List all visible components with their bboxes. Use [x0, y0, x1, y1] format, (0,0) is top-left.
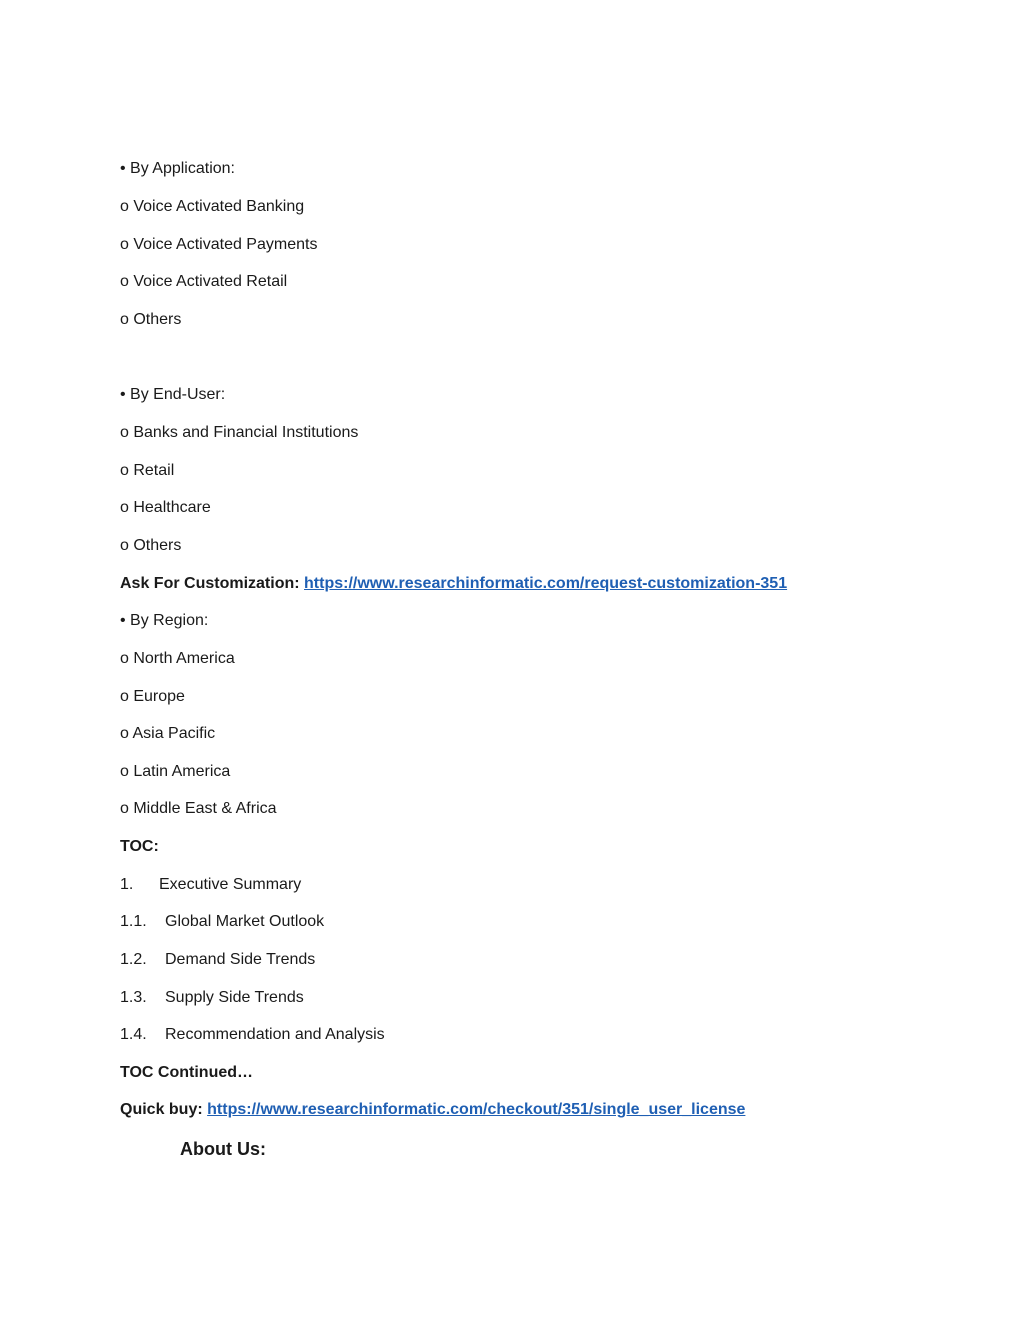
toc-item	[120, 875, 301, 895]
toc-item-text: Supply Side Trends	[165, 989, 304, 1006]
region-item-europe: o Europe	[120, 688, 185, 705]
toc-item-number: 1.3.	[120, 989, 147, 1006]
quick-buy-label: Quick buy:	[120, 1101, 203, 1118]
end-user-item-healthcare: o Healthcare	[120, 499, 211, 516]
customization-row	[120, 574, 787, 594]
region-item-latin-america: o Latin America	[120, 763, 231, 780]
toc-item	[120, 988, 304, 1008]
region-item-middle-east-africa: o Middle East & Africa	[120, 800, 277, 817]
application-heading: • By Application:	[120, 160, 235, 177]
customization-link[interactable]: https://www.researchinformatic.com/request-customization-351	[304, 575, 788, 592]
region-item-asia-pacific: o Asia Pacific	[120, 725, 216, 742]
toc-item	[120, 912, 324, 932]
customization-label: Ask For Customization:	[120, 575, 300, 592]
toc-item-text: Recommendation and Analysis	[165, 1026, 385, 1043]
about-heading: About Us:	[180, 1139, 266, 1159]
application-item-voice-retail: o Voice Activated Retail	[120, 273, 288, 290]
toc-item-number: 1.	[120, 876, 134, 893]
end-user-item-retail: o Retail	[120, 462, 175, 479]
toc-item	[120, 950, 315, 970]
toc-heading: TOC:	[120, 838, 159, 855]
application-item-voice-payments: o Voice Activated Payments	[120, 236, 318, 253]
end-user-item-others: o Others	[120, 537, 182, 554]
region-item-north-america: o North America	[120, 650, 235, 667]
quick-buy-link[interactable]: https://www.researchinformatic.com/checkout/351/single_user_license	[207, 1101, 746, 1118]
toc-item-number: 1.1.	[120, 913, 147, 930]
end-user-heading: • By End-User:	[120, 386, 226, 403]
toc-item-text: Executive Summary	[159, 876, 302, 893]
toc-item-text: Demand Side Trends	[165, 951, 316, 968]
toc-item-number: 1.4.	[120, 1026, 147, 1043]
end-user-item-banks: o Banks and Financial Institutions	[120, 424, 359, 441]
application-item-voice-banking: o Voice Activated Banking	[120, 198, 305, 215]
toc-item-number: 1.2.	[120, 951, 147, 968]
quick-buy-row	[120, 1100, 745, 1120]
application-item-others: o Others	[120, 311, 182, 328]
region-heading: • By Region:	[120, 612, 209, 629]
toc-item	[120, 1025, 385, 1045]
toc-continued: TOC Continued…	[120, 1064, 254, 1081]
toc-item-text: Global Market Outlook	[165, 913, 325, 930]
